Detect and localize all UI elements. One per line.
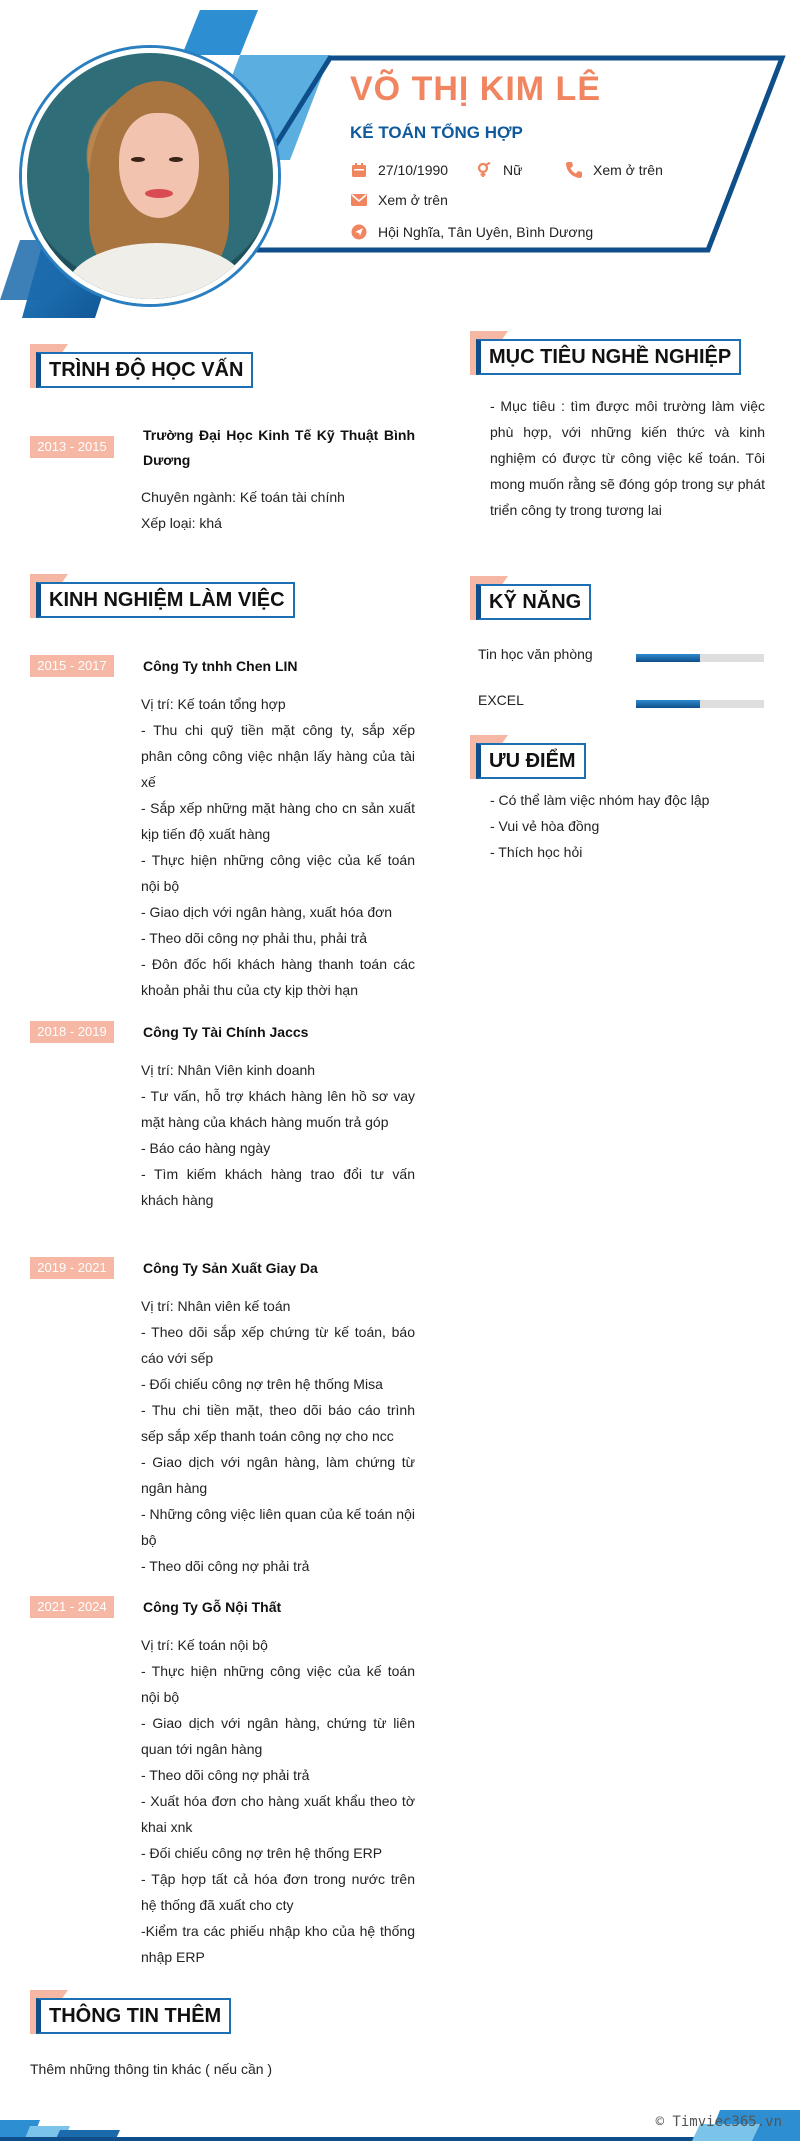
job-line: - Theo dõi sắp xếp chứng từ kế toán, báo cáo với sếp	[141, 1324, 415, 1366]
job-line: - Theo dõi công nợ phải trả	[141, 1558, 310, 1574]
phone-icon	[565, 161, 583, 179]
email-value: Xem ở trên	[378, 192, 448, 208]
phone-row	[565, 161, 663, 179]
job-line: - Tư vấn, hỗ trợ khách hàng lên hồ sơ vay mặt hàng của khách hàng muốn trả góp	[141, 1088, 415, 1130]
objective-text: - Mục tiêu : tìm được môi trường làm việc phù hợp, với những kiến thức và kinh nghiệm có được từ công việc kế toán. Tôi mong muốn rằng sẽ đóng góp trong sự phát triển công ty trong tương lai	[490, 398, 765, 518]
job-period: 2015 - 2017	[30, 655, 114, 677]
job-line: - Giao dịch với ngân hàng, xuất hóa đơn	[141, 904, 393, 920]
education-period: 2013 - 2015	[30, 436, 114, 458]
job-company: Công Ty Gỗ Nội Thất	[143, 1599, 282, 1615]
cv-header	[0, 0, 800, 320]
job-line: - Theo dõi công nợ phải thu, phải trả	[141, 930, 368, 946]
section-title: TRÌNH ĐỘ HỌC VẤN	[36, 352, 253, 388]
job-line: - Giao dịch với ngân hàng, chứng từ liên quan tới ngân hàng	[141, 1715, 415, 1757]
gender-value: Nữ	[503, 162, 523, 178]
phone-value: Xem ở trên	[593, 162, 663, 178]
job-line: - Thực hiện những công việc của kế toán nội bộ	[141, 1663, 415, 1705]
job-period: 2019 - 2021	[30, 1257, 114, 1279]
email-icon	[350, 191, 368, 209]
section-title: KỸ NĂNG	[476, 584, 591, 620]
strength-item: - Có thể làm việc nhóm hay độc lập	[490, 792, 710, 808]
section-title: KINH NGHIỆM LÀM VIỆC	[36, 582, 295, 618]
job-line: - Thu chi quỹ tiền mặt công ty, sắp xếp phân công công việc nhận lấy hàng của tài xế	[141, 722, 415, 790]
job-line: - Giao dịch với ngân hàng, làm chứng từ ngân hàng	[141, 1454, 415, 1496]
skill-level-bar	[636, 700, 764, 708]
skill-item	[478, 646, 768, 668]
section-title: MỤC TIÊU NGHỀ NGHIỆP	[476, 339, 741, 375]
job-line: - Sắp xếp những mặt hàng cho cn sản xuất kịp tiến độ xuất hàng	[141, 800, 415, 842]
school-name: Trường Đại Học Kinh Tế Kỹ Thuật Bình Dương	[143, 427, 415, 468]
skill-level-fill	[636, 654, 700, 662]
strengths-list	[490, 787, 765, 865]
job-details	[141, 1293, 415, 1579]
job-details	[141, 1632, 415, 1970]
strength-item: - Thích học hỏi	[490, 844, 583, 860]
job-line: - Theo dõi công nợ phải trả	[141, 1767, 310, 1783]
job-line: -Kiểm tra các phiếu nhập kho của hệ thống nhập ERP	[141, 1923, 415, 1965]
education-details	[141, 484, 415, 536]
job-period: 2021 - 2024	[30, 1596, 114, 1618]
skill-level-bar	[636, 654, 764, 662]
location-icon	[350, 223, 368, 241]
job-line: Vị trí: Kế toán tổng hợp	[141, 696, 286, 712]
job-line: - Tìm kiếm khách hàng trao đổi tư vấn khách hàng	[141, 1166, 415, 1208]
skill-level-fill	[636, 700, 700, 708]
birthday-row	[350, 161, 448, 179]
job-line: - Đối chiếu công nợ trên hệ thống ERP	[141, 1845, 383, 1861]
job-line: - Báo cáo hàng ngày	[141, 1140, 271, 1156]
job-company: Công Ty tnhh Chen LIN	[143, 658, 298, 674]
job-details	[141, 1057, 415, 1213]
job-details	[141, 691, 415, 1003]
skill-name: Tin học văn phòng	[478, 646, 593, 662]
job-line: Vị trí: Nhân viên kế toán	[141, 1298, 291, 1314]
job-line: - Đối chiếu công nợ trên hệ thống Misa	[141, 1376, 383, 1392]
birthday-value: 27/10/1990	[378, 162, 449, 178]
education-major: Chuyên ngành: Kế toán tài chính	[141, 489, 345, 505]
job-line: - Đôn đốc hối khách hàng thanh toán các khoản phải thu của cty kịp thời hạn	[141, 956, 415, 998]
candidate-name: VÕ THỊ KIM LÊ	[350, 70, 601, 108]
skill-name: EXCEL	[478, 692, 524, 708]
job-period: 2018 - 2019	[30, 1021, 114, 1043]
additional-text: Thêm những thông tin khác ( nếu cần )	[30, 2061, 273, 2077]
email-row	[350, 191, 448, 209]
gender-icon	[475, 161, 493, 179]
strength-item: - Vui vẻ hòa đồng	[490, 818, 600, 834]
job-title: KẾ TOÁN TỔNG HỢP	[350, 123, 523, 142]
job-line: - Những công việc liên quan của kế toán nội bộ	[141, 1506, 415, 1548]
job-line: - Thu chi tiền mặt, theo dõi báo cáo trình sếp sắp xếp thanh toán công nợ cho ncc	[141, 1402, 415, 1444]
address-value: Hội Nghĩa, Tân Uyên, Bình Dương	[378, 224, 594, 240]
section-title: ƯU ĐIỂM	[476, 743, 586, 779]
job-line: - Xuất hóa đơn cho hàng xuất khẩu theo tờ khai xnk	[141, 1793, 415, 1835]
gender-row	[475, 161, 522, 179]
education-rank: Xếp loại: khá	[141, 515, 222, 531]
watermark: © Timviec365.vn	[655, 2114, 782, 2130]
calendar-icon	[350, 161, 368, 179]
section-title: THÔNG TIN THÊM	[36, 1998, 231, 2034]
job-line: Vị trí: Kế toán nội bộ	[141, 1637, 268, 1653]
profile-photo	[22, 48, 278, 304]
job-line: - Tập hợp tất cả hóa đơn trong nước trên hệ thống đã xuất cho cty	[141, 1871, 415, 1913]
job-company: Công Ty Sản Xuất Giay Da	[143, 1260, 318, 1276]
skill-item	[478, 692, 768, 714]
job-company: Công Ty Tài Chính Jaccs	[143, 1024, 309, 1040]
job-line: - Thực hiện những công việc của kế toán nội bộ	[141, 852, 415, 894]
job-line: Vị trí: Nhân Viên kinh doanh	[141, 1062, 316, 1078]
address-row	[350, 223, 593, 241]
